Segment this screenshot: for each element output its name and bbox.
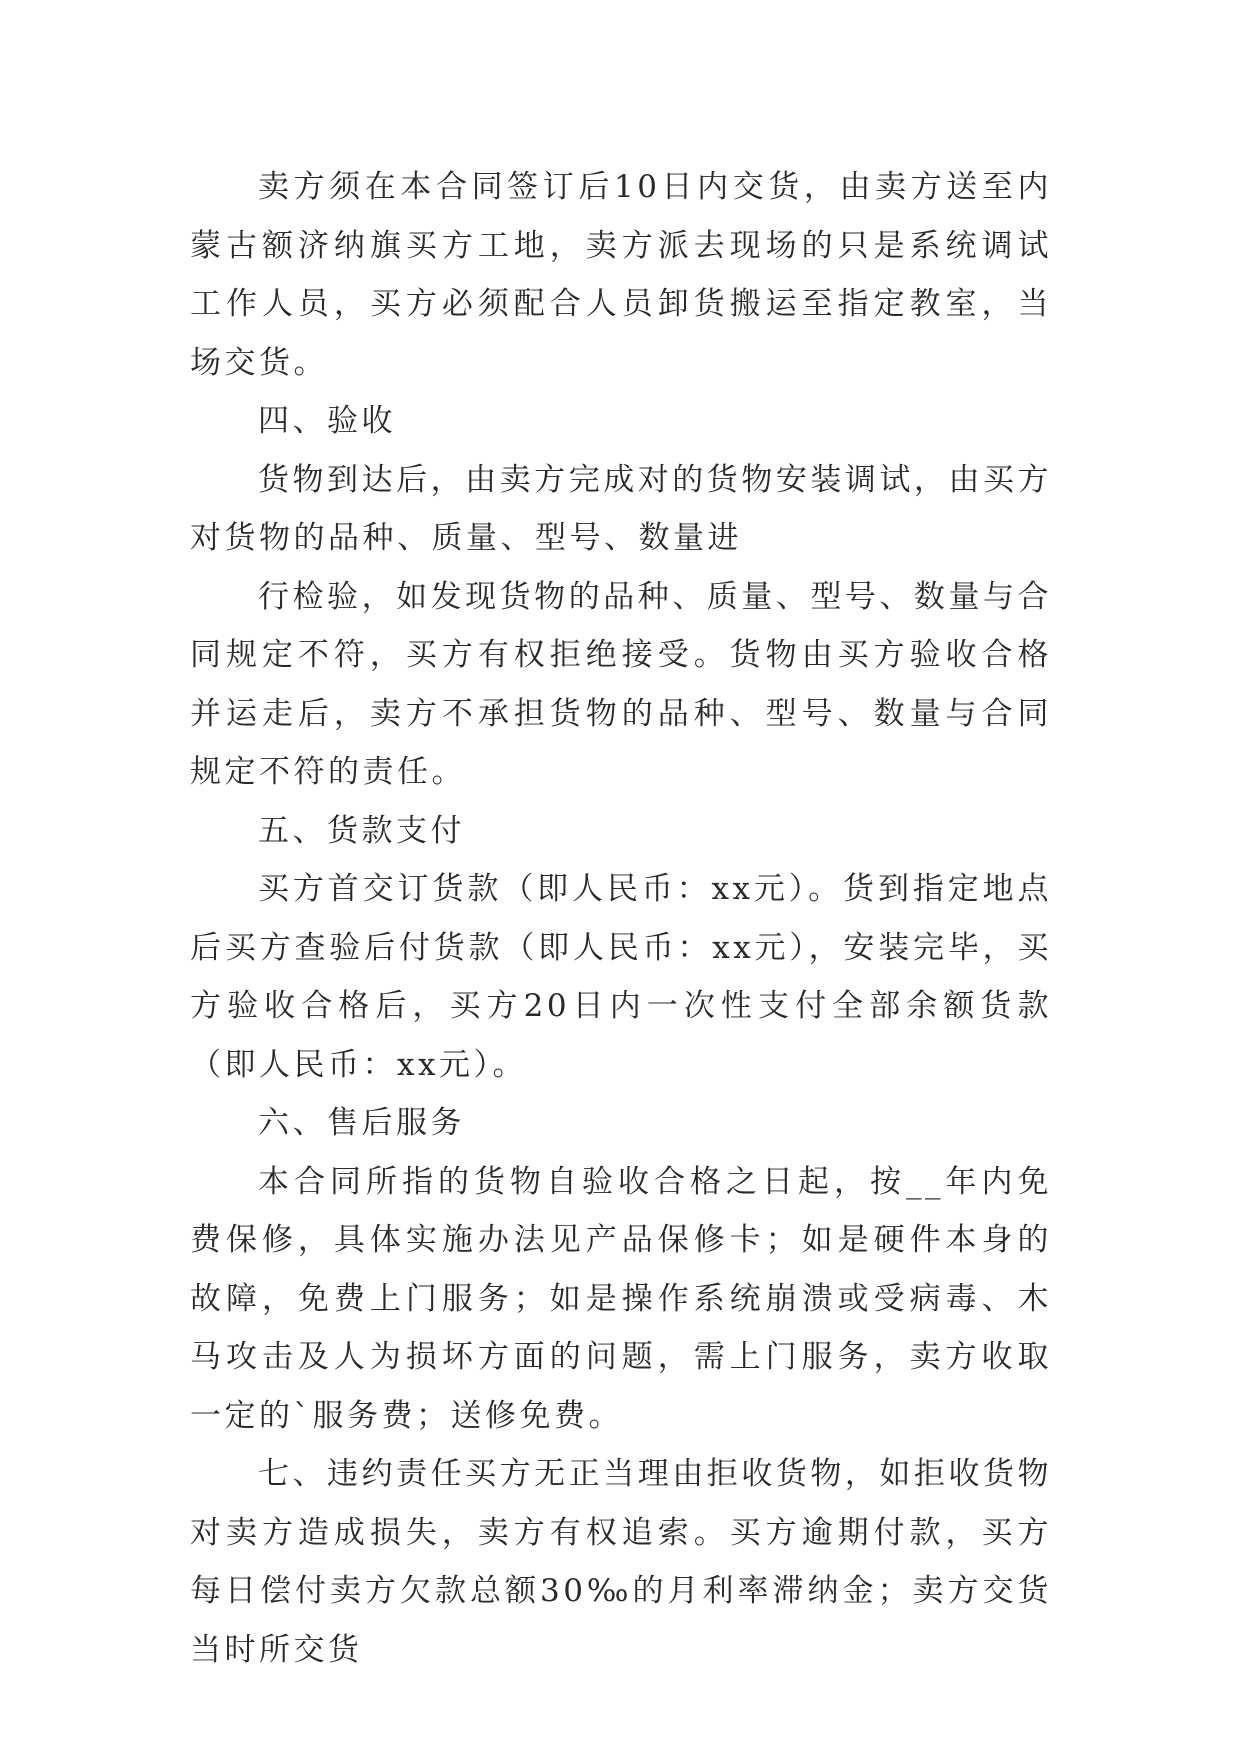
paragraph-delivery: 卖方须在本合同签订后10日内交货，由卖方送至内蒙古额济纳旗买方工地，卖方派去现场的只是系统调试工作人员，买方必须配合人员卸货搬运至指定教室，当场交货。 — [190, 169, 1052, 381]
paragraph-acceptance-2: 行检验，如发现货物的品种、质量、型号、数量与合同规定不符，买方有权拒绝接受。货物由买方验收合格并运走后，卖方不承担货物的品种、型号、数量与合同规定不符的责任。 — [190, 578, 1052, 790]
paragraph-liability: 七、违约责任买方无正当理由拒收货物，如拒收货物对卖方造成损失，卖方有权追索。买方逾期付款，买方每日偿付卖方欠款总额30‰的月利率滞纳金；卖方交货当时所交货 — [190, 1456, 1052, 1668]
heading-after-sales: 六、售后服务 — [258, 1105, 465, 1141]
paragraph-payment: 买方首交订货款（即人民币：xx元）。货到指定地点后买方查验后付货款（即人民币：xx元），安装完毕，买方验收合格后，买方20日内一次性支付全部余额货款（即人民币：xx元）。 — [190, 871, 1052, 1083]
paragraph-after-sales: 本合同所指的货物自验收合格之日起，按__年内免费保修，具体实施办法见产品保修卡；如是硬件本身的故障，免费上门服务；如是操作系统崩溃或受病毒、木马攻击及人为损坏方面的问题，需上门服务，卖方收取一定的`服务费；送修免费。 — [190, 1163, 1052, 1434]
document-body — [190, 158, 1052, 1679]
heading-acceptance: 四、验收 — [258, 403, 396, 439]
paragraph-acceptance-1: 货物到达后，由卖方完成对的货物安装调试，由买方对货物的品种、质量、型号、数量进 — [190, 461, 1052, 556]
heading-payment: 五、货款支付 — [258, 812, 465, 849]
